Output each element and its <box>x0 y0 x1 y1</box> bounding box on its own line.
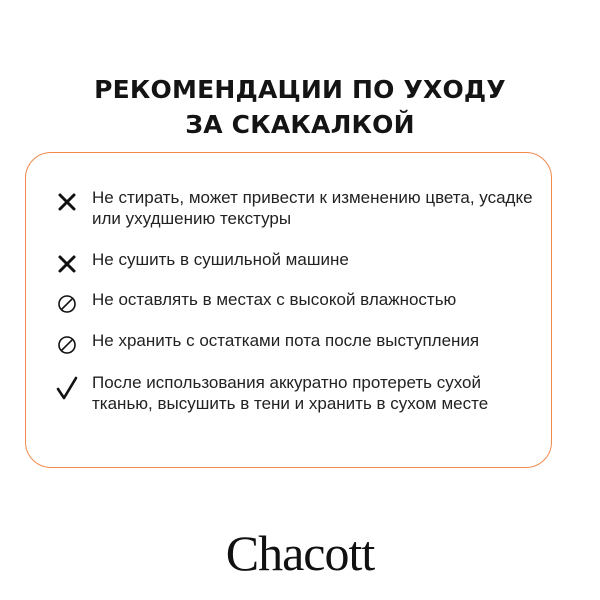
title-line-1: РЕКОМЕНДАЦИИ ПО УХОДУ <box>94 75 506 104</box>
cross-icon <box>56 191 78 213</box>
care-item-text: После использования аккуратно протереть сухой тканью, высушить в тени и хранить в сухом месте <box>92 373 489 413</box>
checkmark-icon <box>56 376 78 398</box>
title-line-2: ЗА СКАКАЛКОЙ <box>185 110 415 139</box>
prohibited-icon <box>56 334 78 356</box>
care-item-text: Не сушить в сушильной машине <box>92 250 349 269</box>
care-instructions-card <box>25 152 552 468</box>
page-title <box>0 72 600 142</box>
cross-icon <box>56 253 78 275</box>
prohibited-icon <box>56 293 78 315</box>
care-item-text: Не хранить с остатками пота после выступления <box>92 331 480 350</box>
brand-logo: Chacott <box>225 525 375 581</box>
care-item-text: Не стирать, может привести к изменению цвета, усадке или ухудшению текстуры <box>92 188 533 228</box>
care-item-text: Не оставлять в местах с высокой влажностью <box>92 290 457 309</box>
